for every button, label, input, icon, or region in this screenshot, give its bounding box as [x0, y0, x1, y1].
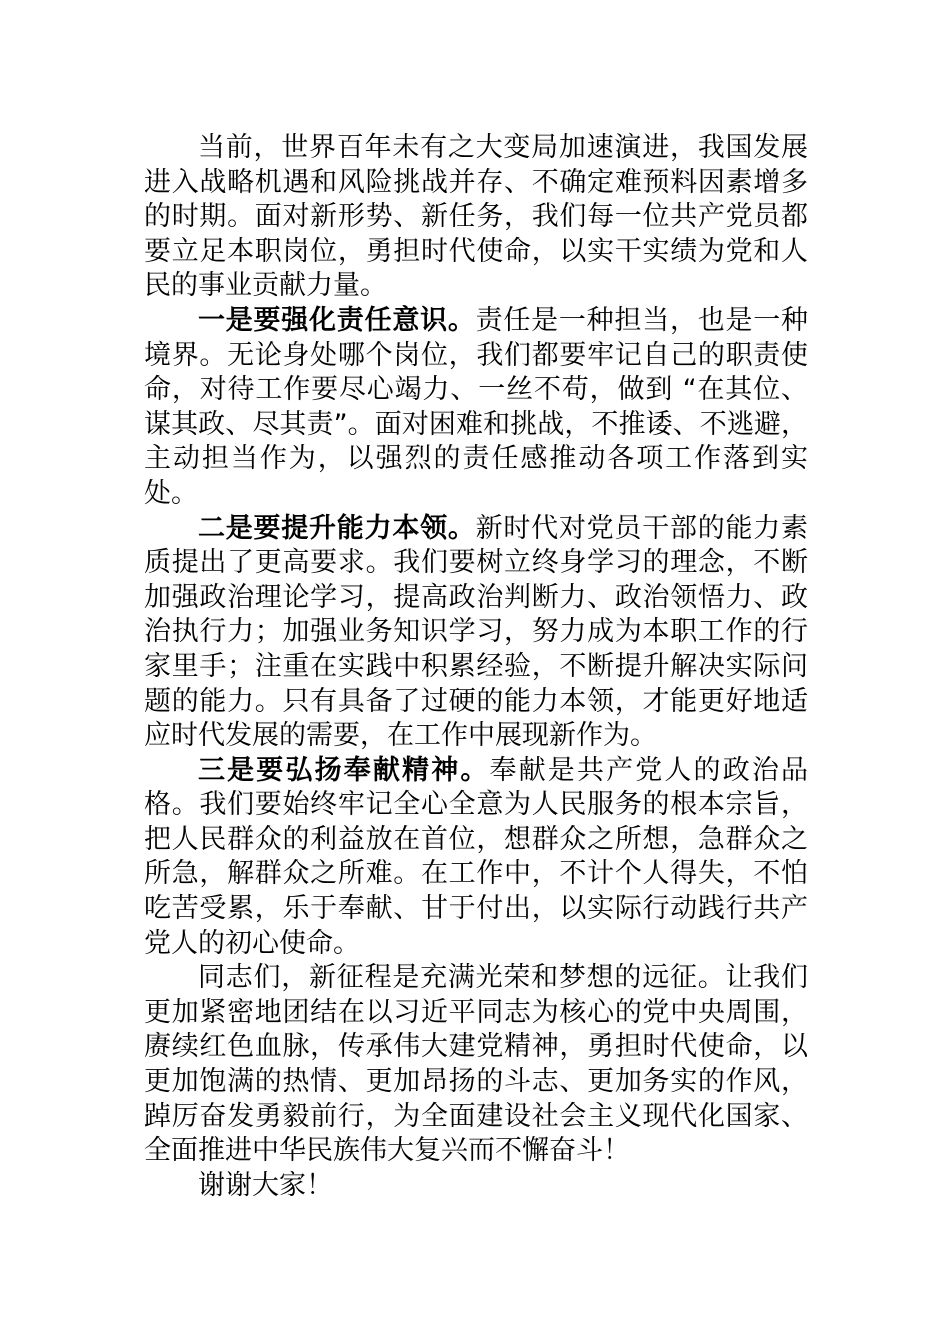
paragraph-closing	[144, 1169, 808, 1204]
paragraph-point-one	[144, 304, 808, 512]
paragraph-text: 新时代对党员干部的能力素质提出了更高要求。我们要树立终身学习的理念，不断加强政治理论学习，提高政治判断力、政治领悟力、政治执行力；加强业务知识学习，努力成为本职工作的行家里手；注重在实践中积累经验，不断提升解决实际问题的能力。只有具备了过硬的能力本领，才能更好地适应时代发展的需要，在工作中展现新作为。	[144, 512, 809, 752]
paragraph-text: 奉献是共产党人的政治品格。我们要始终牢记全心全意为人民服务的根本宗旨，把人民群众的利益放在首位，想群众之所想，急群众之所急，解群众之所难。在工作中，不计个人得失，不怕吃苦受累，乐于奉献、甘于付出，以实际行动践行共产党人的初心使命。	[144, 754, 808, 959]
paragraph-text: 同志们，新征程是充满光荣和梦想的远征。让我们更加紧密地团结在以习近平同志为核心的党中央周围，赓续红色血脉，传承伟大建党精神，勇担时代使命，以更加饱满的热情、更加昂扬的斗志、更加务实的作风，踔厉奋发勇毅前行，为全面建设社会主义现代化国家、全面推进中华民族伟大复兴而不懈奋斗！	[144, 962, 808, 1167]
paragraph-intro	[144, 131, 808, 304]
paragraph-text: 责任是一种担当，也是一种境界。无论身处哪个岗位，我们都要牢记自己的职责使命，对待工作要尽心竭力、一丝不苟，做到 “在其位、谋其政、尽其责”。面对困难和挑战，不推诿、不逃避，主动担当作为，以强烈的责任感推动各项工作落到实处。	[144, 304, 809, 509]
paragraph-point-two	[144, 512, 808, 754]
paragraph-point-three	[144, 754, 808, 962]
paragraph-text: 当前，世界百年未有之大变局加速演进，我国发展进入战略机遇和风险挑战并存、不确定难预料因素增多的时期。面对新形势、新任务，我们每一位共产党员都要立足本职岗位，勇担时代使命，以实干实绩为党和人民的事业贡献力量。	[144, 132, 808, 302]
paragraph-conclusion	[144, 961, 808, 1169]
document-body	[144, 131, 808, 1203]
paragraph-text: 谢谢大家！	[198, 1169, 333, 1201]
paragraph-heading: 一是要强化责任意识。	[198, 304, 476, 336]
paragraph-heading: 二是要提升能力本领。	[198, 512, 476, 544]
paragraph-heading: 三是要弘扬奉献精神。	[198, 754, 490, 786]
